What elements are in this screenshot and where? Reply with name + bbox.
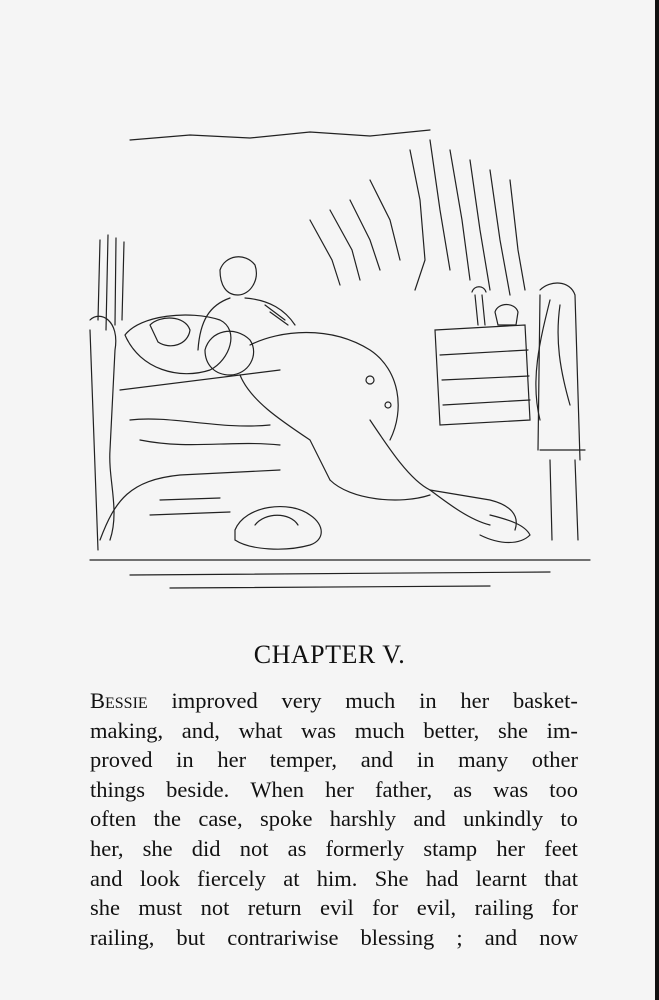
- word: stamp: [423, 835, 478, 861]
- word: basket-: [512, 688, 578, 713]
- text-line: [90, 686, 578, 716]
- word: father,: [374, 776, 433, 802]
- word: making,: [90, 717, 164, 743]
- text-line: [90, 716, 578, 746]
- word: often: [90, 806, 137, 832]
- word: look: [139, 865, 180, 891]
- word: what: [238, 717, 283, 743]
- word: her: [496, 835, 526, 861]
- word: much: [345, 688, 396, 713]
- word: much: [354, 717, 405, 743]
- text-line: [90, 864, 578, 894]
- word: she: [497, 717, 528, 743]
- chapter-title: CHAPTER V.: [253, 640, 406, 669]
- word: but: [176, 924, 206, 950]
- word: her: [460, 688, 490, 713]
- word: her: [325, 776, 354, 802]
- word: temper,: [269, 747, 337, 773]
- word: very: [281, 688, 322, 713]
- word: railing: [474, 895, 534, 921]
- text-line: [90, 745, 578, 775]
- word: was: [493, 776, 529, 802]
- word: im-: [546, 717, 578, 743]
- word: in: [416, 747, 435, 773]
- word: better,: [423, 717, 480, 743]
- word: must: [138, 895, 183, 921]
- word: and: [484, 924, 518, 950]
- word: many: [458, 747, 509, 773]
- word: and: [90, 865, 123, 891]
- word: contrariwise: [227, 924, 339, 950]
- word: feet: [544, 835, 578, 861]
- word: case,: [198, 806, 243, 832]
- word: return: [247, 895, 302, 921]
- word: things: [90, 776, 146, 802]
- word: too: [549, 776, 578, 802]
- word: formerly: [325, 835, 405, 861]
- text-line: [90, 893, 578, 923]
- word: ;: [456, 924, 463, 950]
- text-line: [90, 804, 578, 834]
- word: did: [191, 835, 221, 861]
- page-edge: [655, 0, 659, 1000]
- word: her,: [90, 835, 124, 861]
- word: was: [301, 717, 337, 743]
- word: not: [239, 835, 269, 861]
- word: she: [90, 895, 120, 921]
- word: she: [142, 835, 173, 861]
- engraving-illustration: [70, 120, 610, 600]
- word: and: [413, 806, 446, 832]
- word: in: [419, 688, 437, 713]
- word: had: [425, 865, 459, 891]
- word: him.: [316, 865, 358, 891]
- text-line: [90, 834, 578, 864]
- word: evil,: [416, 895, 457, 921]
- word: for: [551, 895, 578, 921]
- text-line: [90, 923, 578, 953]
- word: as: [453, 776, 472, 802]
- word: She: [374, 865, 409, 891]
- word: unkindly: [463, 806, 544, 832]
- word: fiercely: [197, 865, 266, 891]
- word: spoke: [259, 806, 313, 832]
- word: evil: [319, 895, 354, 921]
- word: and,: [181, 717, 220, 743]
- word: in: [176, 747, 194, 773]
- text-line: [90, 775, 578, 805]
- word: that: [544, 865, 578, 891]
- word: not: [200, 895, 230, 921]
- word: proved: [90, 747, 153, 773]
- word: for: [372, 895, 399, 921]
- word: at: [283, 865, 300, 891]
- word: the: [153, 806, 182, 832]
- word: When: [250, 776, 305, 802]
- word: blessing: [360, 924, 435, 950]
- word: beside.: [166, 776, 230, 802]
- word: and: [360, 747, 394, 773]
- word: harshly: [329, 806, 397, 832]
- word: now: [539, 924, 578, 950]
- word: to: [560, 806, 578, 832]
- chapter-body-text: [90, 686, 578, 952]
- word: improved: [171, 688, 258, 713]
- word: other: [531, 747, 578, 773]
- word: her: [217, 747, 247, 773]
- word: as: [287, 835, 307, 861]
- lead-word: Bessie: [90, 688, 148, 713]
- word: learnt: [475, 865, 527, 891]
- word: railing,: [90, 924, 155, 950]
